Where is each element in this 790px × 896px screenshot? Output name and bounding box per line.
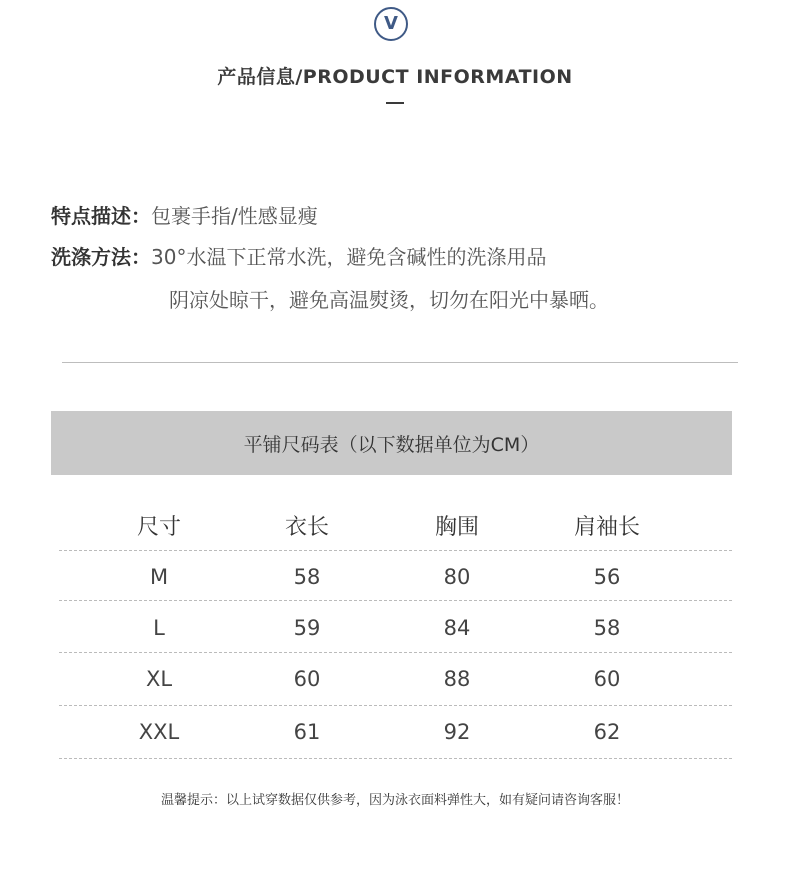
- table-row: [59, 653, 732, 704]
- cell-bust: 84: [443, 615, 471, 640]
- wash-label: 洗涤方法：: [51, 245, 151, 269]
- wash-value-line2: 阴凉处晾干，避免高温熨烫，切勿在阳光中暴晒。: [169, 288, 609, 312]
- cell-bust: 88: [443, 666, 471, 691]
- size-table-banner: 平铺尺码表（以下数据单位为CM）: [51, 411, 732, 475]
- feature-label: 特点描述：: [51, 204, 151, 228]
- row-divider: [59, 758, 732, 759]
- cell-sleeve: 56: [593, 564, 621, 589]
- cell-bust: 80: [443, 564, 471, 589]
- wash-value-line1: 30°水温下正常水洗，避免含碱性的洗涤用品: [151, 245, 547, 269]
- cell-length: 59: [293, 615, 321, 640]
- cell-length: 61: [293, 719, 321, 744]
- cell-sleeve: 62: [593, 719, 621, 744]
- feature-row: [51, 200, 318, 229]
- row-divider: [59, 600, 732, 601]
- cell-length: 60: [293, 666, 321, 691]
- cell-bust: 92: [443, 719, 471, 744]
- title-underline: [386, 102, 404, 104]
- cell-size: XXL: [138, 719, 180, 744]
- cell-sleeve: 60: [593, 666, 621, 691]
- tip-note: 温馨提示：以上试穿数据仅供参考，因为泳衣面料弹性大，如有疑问请咨询客服！: [160, 793, 629, 808]
- section-divider: [62, 362, 738, 363]
- table-row: [59, 551, 732, 602]
- feature-value: 包裹手指/性感显瘦: [151, 204, 318, 228]
- cell-size: XL: [145, 666, 173, 691]
- header-bust: 胸围: [434, 515, 479, 540]
- brand-logo: [374, 7, 408, 41]
- cell-sleeve: 58: [593, 615, 621, 640]
- cell-size: L: [153, 615, 165, 640]
- wash-row: [51, 241, 546, 270]
- table-row: [59, 602, 732, 653]
- size-table: [59, 500, 732, 755]
- header-length: 衣长: [284, 515, 329, 540]
- header-size: 尺寸: [136, 515, 181, 540]
- section-title: 产品信息/PRODUCT INFORMATION: [217, 66, 573, 88]
- brand-logo-letter: V: [384, 13, 398, 34]
- cell-length: 58: [293, 564, 321, 589]
- cell-size: M: [149, 564, 169, 589]
- header-sleeve: 肩袖长: [573, 515, 640, 540]
- table-row: [59, 706, 732, 757]
- table-header-row: [59, 500, 732, 551]
